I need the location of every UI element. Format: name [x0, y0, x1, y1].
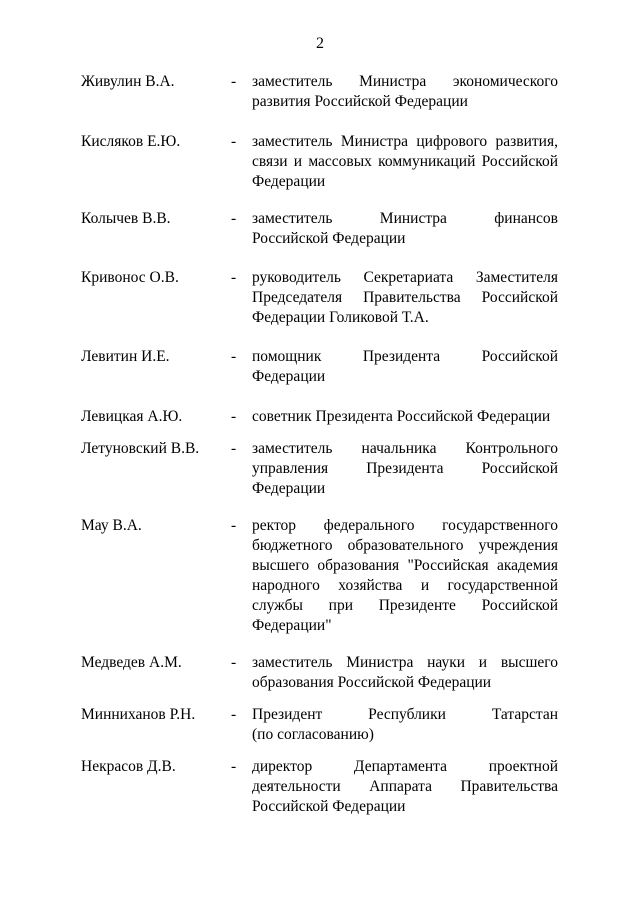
- position-line: помощник Президента Российской: [252, 348, 558, 365]
- member-dash: -: [231, 654, 237, 671]
- member-dash: -: [231, 408, 237, 425]
- member-position: [252, 757, 558, 817]
- member-position: [252, 407, 558, 427]
- position-line: заместитель Министра экономического: [252, 73, 558, 90]
- position-line: Федерации Голиковой Т.А.: [252, 309, 429, 326]
- member-entry: [81, 705, 561, 745]
- commission-members-list: [81, 72, 561, 817]
- position-line: советник Президента Российской Федерации: [252, 408, 551, 425]
- position-line: Федерации": [252, 617, 332, 634]
- member-dash: -: [231, 210, 237, 227]
- member-entry: [81, 132, 561, 192]
- member-position: [252, 653, 558, 693]
- position-line: заместитель Министра финансов: [252, 210, 558, 227]
- member-dash: -: [231, 517, 237, 534]
- position-line: Председателя Правительства Российской: [252, 289, 558, 306]
- member-entry: [81, 757, 561, 817]
- member-position: [252, 268, 558, 328]
- member-position: [252, 347, 558, 387]
- member-position: [252, 132, 558, 192]
- position-line: директор Департамента проектной: [252, 758, 558, 775]
- position-line: Федерации: [252, 368, 326, 385]
- member-entry: [81, 72, 561, 112]
- member-position: [252, 705, 558, 745]
- member-entry: [81, 209, 561, 249]
- position-line: заместитель Министра науки и высшего: [252, 654, 558, 671]
- member-entry: [81, 516, 561, 636]
- position-line: ректор федерального государственного: [252, 517, 558, 534]
- member-dash: -: [231, 706, 237, 723]
- member-position: [252, 439, 558, 499]
- member-position: [252, 209, 558, 249]
- member-name: Минниханов Р.Н.: [81, 706, 196, 723]
- position-line: службы при Президенте Российской: [252, 597, 558, 614]
- position-line: бюджетного образовательного учреждения: [252, 537, 558, 554]
- member-dash: -: [231, 758, 237, 775]
- member-entry: [81, 268, 561, 328]
- member-position: [252, 72, 558, 112]
- position-line: развития Российской Федерации: [252, 93, 468, 110]
- position-line: образования Российской Федерации: [252, 674, 492, 691]
- member-name: Живулин В.А.: [81, 73, 175, 90]
- position-line: заместитель Министра цифрового развития,: [252, 133, 558, 150]
- member-dash: -: [231, 440, 237, 457]
- position-line: народного хозяйства и государственной: [252, 577, 558, 594]
- position-line: (по согласованию): [252, 726, 374, 743]
- member-name: Левицкая А.Ю.: [81, 408, 183, 425]
- member-name: Некрасов Д.В.: [81, 758, 176, 775]
- member-entry: [81, 407, 561, 427]
- member-name: Кисляков Е.Ю.: [81, 133, 181, 150]
- position-line: Российской Федерации: [252, 230, 406, 247]
- position-line: деятельности Аппарата Правительства: [252, 778, 558, 795]
- member-name: Колычев В.В.: [81, 210, 171, 227]
- position-line: высшего образования "Российская академия: [252, 557, 558, 574]
- member-name: Кривонос О.В.: [81, 269, 179, 286]
- position-line: руководитель Секретариата Заместителя: [252, 269, 558, 286]
- member-entry: [81, 653, 561, 693]
- member-dash: -: [231, 73, 237, 90]
- member-name: Медведев А.М.: [81, 654, 182, 671]
- member-name: Левитин И.Е.: [81, 348, 170, 365]
- position-line: управления Президента Российской: [252, 460, 558, 477]
- position-line: Президент Республики Татарстан: [252, 706, 558, 723]
- position-line: Федерации: [252, 173, 326, 190]
- member-dash: -: [231, 269, 237, 286]
- member-entry: [81, 347, 561, 387]
- page-number: 2: [316, 35, 324, 52]
- position-line: связи и массовых коммуникаций Российской: [252, 153, 558, 170]
- member-dash: -: [231, 133, 237, 150]
- member-entry: [81, 439, 561, 499]
- member-dash: -: [231, 348, 237, 365]
- member-name: Летуновский В.В.: [81, 440, 200, 457]
- position-line: Федерации: [252, 480, 326, 497]
- member-name: Мау В.А.: [81, 517, 142, 534]
- member-position: [252, 516, 558, 636]
- position-line: Российской Федерации: [252, 798, 406, 815]
- position-line: заместитель начальника Контрольного: [252, 440, 558, 457]
